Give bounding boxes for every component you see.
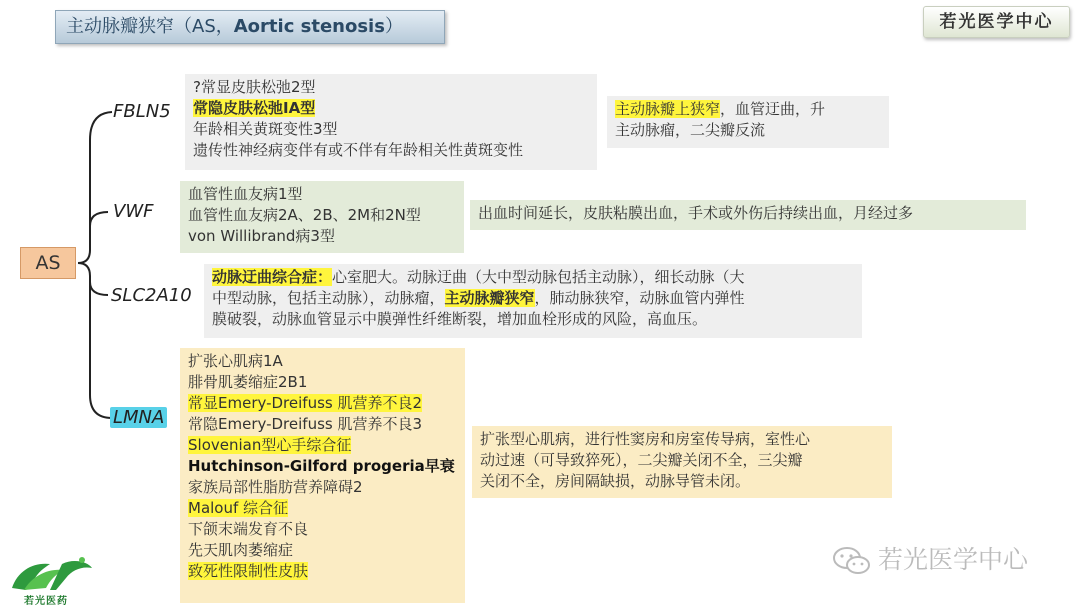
slc2a10-line2-rest: ，肺动脉狭窄，动脉血管内弹性 — [534, 289, 745, 307]
vwf-phenotype-box — [470, 200, 1026, 230]
branch-slc2a10 — [78, 263, 108, 295]
lmna-phenotype-line: 扩张型心肌病，进行性窦房和房室传导病，室性心 — [480, 430, 811, 448]
lmna-disease-bold: Hutchinson-Gilford progeria早衰 — [188, 457, 455, 475]
lmna-phenotype-box — [472, 426, 892, 498]
page-title — [55, 10, 445, 44]
vwf-disease: von Willibrand病3型 — [188, 227, 335, 245]
fbln5-disease-box — [185, 74, 597, 170]
lmna-disease-highlight: Slovenian型心手综合征 — [188, 436, 352, 454]
watermark — [832, 543, 1028, 577]
lmna-phenotype-line: 关闭不全，房间隔缺损，动脉导管未闭。 — [480, 472, 751, 490]
gene-label-vwf: VWF — [113, 201, 154, 222]
branch-vwf — [90, 212, 108, 250]
fbln5-phenotype-box — [607, 96, 889, 148]
vwf-disease: 血管性血友病1型 — [188, 185, 303, 203]
fbln5-disease: 年龄相关黄斑变性3型 — [193, 120, 338, 138]
lmna-disease-box — [180, 348, 465, 603]
fbln5-phenotype-line2: 主动脉瘤，二尖瓣反流 — [615, 121, 766, 139]
slc2a10-line1: 心室肥大。动脉迂曲（大中型动脉包括主动脉），细长动脉（大 — [332, 268, 745, 286]
fbln5-phenotype-highlight: 主动脉瓣上狭窄 — [615, 100, 721, 118]
brand-label: 若光医学中心 — [923, 6, 1070, 38]
lmna-disease-highlight: 常显Emery-Dreifuss 肌营养不良2 — [188, 394, 423, 412]
fbln5-disease-highlight: 常隐皮肤松弛IA型 — [193, 99, 316, 117]
slc2a10-syndrome-highlight: 动脉迂曲综合症： — [212, 268, 333, 286]
lmna-phenotype-line: 动过速（可导致猝死），二尖瓣关闭不全，三尖瓣 — [480, 451, 803, 469]
lmna-disease-highlight: 致死性限制性皮肤 — [188, 562, 309, 580]
title-bold: Aortic stenosis — [233, 16, 385, 37]
root-node-as: AS — [20, 247, 76, 279]
lmna-disease: 扩张心肌病1A — [188, 352, 283, 370]
fbln5-disease: 遗传性神经病变伴有或不伴有年龄相关性黄斑变性 — [193, 141, 524, 159]
lmna-disease: 下颌末端发育不良 — [188, 520, 309, 538]
branch-lmna — [90, 276, 112, 418]
wechat-icon — [832, 546, 872, 576]
vwf-disease-box — [180, 181, 464, 253]
branch-fbln5 — [78, 112, 112, 263]
vwf-disease: 血管性血友病2A、2B、2M和2N型 — [188, 206, 421, 224]
title-suffix: ） — [384, 16, 403, 37]
logo-text: 若光医药 — [24, 596, 68, 607]
fbln5-phenotype-text: ，血管迂曲，升 — [720, 100, 826, 118]
lmna-disease: 腓骨肌萎缩症2B1 — [188, 373, 308, 391]
slc2a10-line2-highlight: 主动脉瓣狭窄 — [444, 289, 535, 307]
fbln5-disease: ?常显皮肤松弛2型 — [193, 78, 316, 96]
watermark-text: 若光医学中心 — [878, 545, 1029, 574]
lmna-disease: 家族局部性脂肪营养障碍2 — [188, 478, 363, 496]
title-prefix: 主动脉瓣狭窄（AS， — [66, 16, 234, 37]
slc2a10-line3: 膜破裂，动脉血管显示中膜弹性纤维断裂，增加血栓形成的风险，高血压。 — [212, 310, 708, 328]
slc2a10-line2-pre: 中型动脉，包括主动脉），动脉瘤， — [212, 289, 445, 307]
lmna-disease: 常隐Emery-Dreifuss 肌营养不良3 — [188, 415, 423, 433]
vwf-phenotype-text: 出血时间延长，皮肤粘膜出血，手术或外伤后持续出血，月经过多 — [478, 204, 914, 222]
gene-label-lmna: LMNA — [110, 407, 167, 428]
slc2a10-box — [204, 264, 862, 338]
lmna-disease: 先天肌肉萎缩症 — [188, 541, 294, 559]
lmna-disease-highlight: Malouf 综合征 — [188, 499, 289, 517]
gene-label-fbln5: FBLN5 — [113, 101, 171, 122]
gene-label-slc2a10: SLC2A10 — [111, 285, 192, 306]
